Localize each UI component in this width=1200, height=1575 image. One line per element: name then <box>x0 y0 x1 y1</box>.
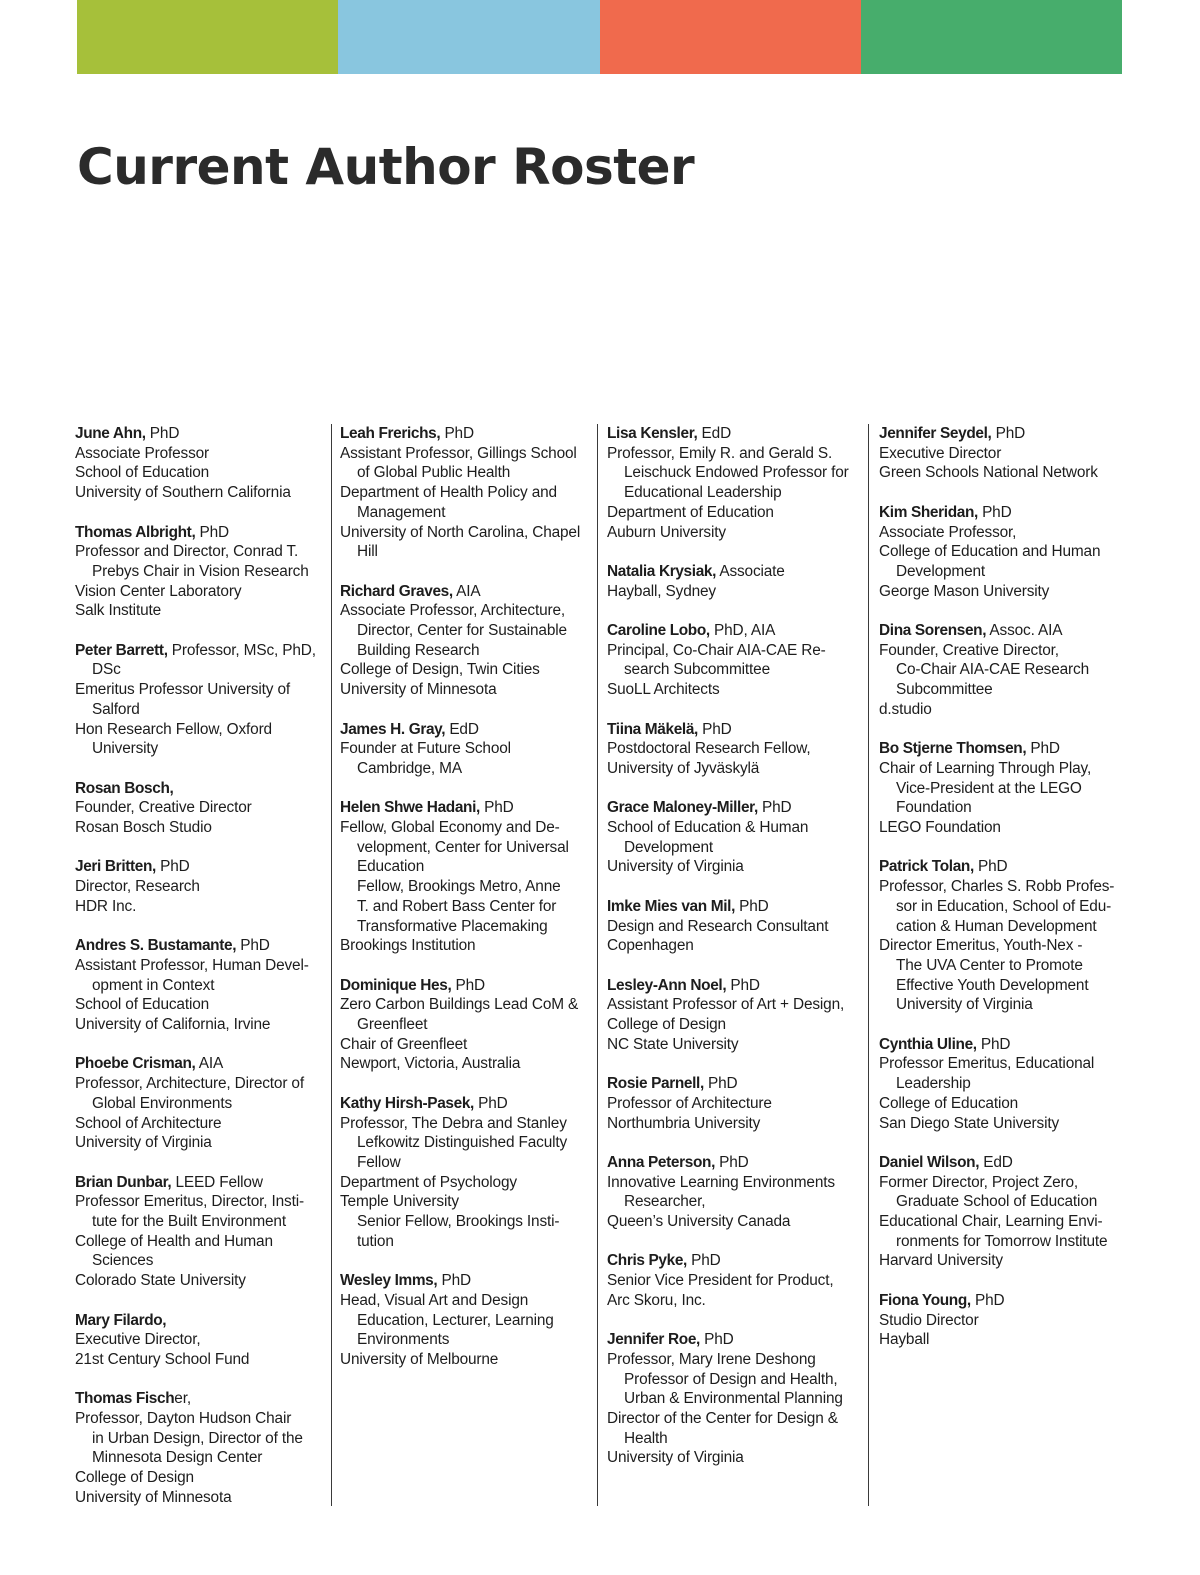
author-affiliation-line: Head, Visual Art and Design <box>340 1291 529 1309</box>
author-entry <box>75 523 331 622</box>
author-affiliation-line: Development <box>624 838 714 856</box>
author-affiliation-line: School of Education & Human <box>607 819 809 836</box>
author-affiliation-line: Vision Center Laboratory <box>75 582 242 600</box>
author-entry <box>879 621 1130 720</box>
author-affiliation-line: Assistant Professor, Gillings School <box>340 444 577 462</box>
author-affiliation-line: Professor Emeritus, Educational <box>879 1055 1095 1073</box>
author-name-line <box>879 1035 1130 1055</box>
author-affiliation-line: Queen’s University Canada <box>607 1213 791 1230</box>
author-affiliation-line: Lefkowitz Distinguished Faculty <box>357 1134 568 1152</box>
author-affiliation-line: Professor, Emily R. and Gerald S. <box>607 444 833 462</box>
author-affiliation-line: Fellow, Global Economy and De- <box>340 819 560 837</box>
author-affiliation-line: Hayball, Sydney <box>607 582 716 600</box>
author-affiliation-line: Executive Director, <box>75 1331 201 1349</box>
author-affiliation-line: Associate Professor, Architecture, <box>340 602 566 620</box>
author-affiliation-line: Co-Chair AIA-CAE Research <box>896 661 1089 679</box>
author-entry <box>879 503 1130 602</box>
author-affiliation-line: Arc Skoru, Inc. <box>607 1291 706 1309</box>
author-affiliation-line: School of Education <box>75 464 210 482</box>
author-entry <box>340 720 597 779</box>
author-affiliation-line: University of Minnesota <box>75 1488 232 1506</box>
author-name-line <box>607 1330 868 1350</box>
author-credentials: PhD <box>155 858 190 876</box>
author-affiliation-line: Green Schools National Network <box>879 464 1098 482</box>
author-name: Thomas Fisch <box>75 1390 175 1408</box>
author-affiliation-line: Cambridge, MA <box>357 759 462 777</box>
author-affiliation-line: Professor, Architecture, Director of <box>75 1075 304 1093</box>
author-affiliation-line: Hayball <box>879 1331 930 1349</box>
author-credentials: AIA <box>452 582 481 600</box>
author-entry <box>879 424 1130 483</box>
author-affiliation-line: College of Health and Human <box>75 1232 273 1250</box>
author-credentials: PhD <box>687 1252 721 1270</box>
author-affiliation-line: Department of Education <box>607 503 774 521</box>
author-affiliation-line: Foundation <box>896 799 972 817</box>
author-name-line <box>607 1251 868 1271</box>
author-credentials: PhD <box>973 858 1008 876</box>
author-affiliation-line: Fellow, Brookings Metro, Anne <box>357 878 561 896</box>
author-affiliation-line: Associate Professor, <box>879 523 1017 541</box>
author-affiliation-line: Professor, The Debra and Stanley <box>340 1114 567 1132</box>
author-name: Grace Maloney-Miller, <box>607 799 758 817</box>
author-affiliation-line: Senior Vice President for Product, <box>607 1272 834 1290</box>
author-affiliation-line: University of Virginia <box>75 1134 212 1152</box>
author-name-line <box>75 1173 331 1193</box>
author-name: James H. Gray, <box>340 720 446 738</box>
author-name: Daniel Wilson, <box>879 1153 980 1171</box>
author-name-line <box>607 798 868 818</box>
author-affiliation-line: University of Minnesota <box>340 681 497 699</box>
author-name-line <box>75 936 331 956</box>
author-affiliation-line: Founder, Creative Director, <box>879 641 1059 659</box>
author-affiliation-line: Hill <box>357 543 378 561</box>
author-name: Fiona Young, <box>879 1291 971 1309</box>
author-entry <box>879 1035 1130 1134</box>
roster-column-4 <box>868 424 1130 1506</box>
color-block-blue <box>338 0 599 74</box>
author-name-line <box>879 1291 1130 1311</box>
author-affiliation-line: velopment, Center for Universal <box>357 838 569 856</box>
author-affiliation-line: HDR Inc. <box>75 897 137 915</box>
author-affiliation-line: University of Jyväskylä <box>607 759 760 777</box>
author-affiliation-line: tution <box>357 1232 394 1250</box>
author-affiliation-line: Vice-President at the LEGO <box>896 779 1082 797</box>
author-credentials: PhD <box>440 425 474 442</box>
author-entry <box>340 1271 597 1370</box>
author-name: Cynthia Uline, <box>879 1035 977 1053</box>
author-affiliation-line: Founder, Creative Director <box>75 799 252 817</box>
author-affiliation-line: The UVA Center to Promote <box>896 956 1083 974</box>
author-affiliation-line: Department of Psychology <box>340 1173 517 1191</box>
author-affiliation-line: Global Environments <box>92 1094 233 1112</box>
author-affiliation-line: LEGO Foundation <box>879 819 1001 837</box>
author-affiliation-line: College of Education and Human <box>879 543 1101 561</box>
author-entry <box>607 1074 868 1133</box>
author-affiliation-line: University of Melbourne <box>340 1350 499 1368</box>
author-affiliation-line: Subcommittee <box>896 681 993 699</box>
author-entry <box>879 739 1130 838</box>
author-affiliation-line: Director of the Center for Design & <box>607 1410 838 1427</box>
author-affiliation-line: University <box>92 740 159 758</box>
author-name-line <box>340 1271 597 1291</box>
author-affiliation-line: Salford <box>92 700 140 718</box>
author-affiliation-line: Innovative Learning Environments <box>607 1173 835 1191</box>
author-affiliation-line: College of Design <box>607 1016 726 1033</box>
author-affiliation-line: University of North Carolina, Chapel <box>340 523 581 541</box>
author-name-line <box>75 523 331 543</box>
author-affiliation-line: Leadership <box>896 1075 971 1093</box>
author-name-line <box>75 779 331 799</box>
author-name: Tiina Mäkelä, <box>607 720 698 738</box>
header-color-bar <box>77 0 1122 74</box>
author-credentials: PhD <box>970 1291 1005 1309</box>
author-affiliation-line: University of Southern California <box>75 484 291 502</box>
author-credentials: AIA <box>195 1055 224 1073</box>
color-block-teal <box>861 0 1122 74</box>
author-name: Peter Barrett, <box>75 641 168 659</box>
author-affiliation-line: College of Design <box>75 1469 194 1487</box>
author-affiliation-line: Postdoctoral Research Fellow, <box>607 740 811 758</box>
author-name-line <box>340 976 597 996</box>
author-affiliation-line: Design and Research Consultant <box>607 917 829 935</box>
author-affiliation-line: Professor, Mary Irene Deshong <box>607 1350 816 1368</box>
author-credentials: PhD <box>757 799 792 817</box>
author-entry <box>607 1153 868 1232</box>
author-affiliation-line: 21st Century School Fund <box>75 1350 250 1368</box>
author-entry <box>75 779 331 838</box>
author-name: Phoebe Crisman, <box>75 1055 196 1073</box>
author-name-line <box>607 424 868 444</box>
author-name-line <box>879 424 1130 444</box>
author-name-line <box>75 1054 331 1074</box>
author-entry <box>607 720 868 779</box>
author-affiliation-line: Assistant Professor, Human Devel- <box>75 956 309 974</box>
author-affiliation-line: tute for the Built Environment <box>92 1213 286 1231</box>
author-name: Andres S. Bustamante, <box>75 937 237 955</box>
author-affiliation-line: Professor of Architecture <box>607 1094 772 1112</box>
author-affiliation-line: Emeritus Professor University of <box>75 681 291 699</box>
author-entry <box>879 1153 1130 1271</box>
author-affiliation-line: sor in Education, School of Edu- <box>896 897 1112 915</box>
author-name-line <box>340 720 597 740</box>
author-entry <box>75 424 331 503</box>
author-affiliation-line: Associate Professor <box>75 444 210 462</box>
author-credentials: PhD, AIA <box>709 622 776 639</box>
author-credentials: PhD <box>726 976 760 994</box>
author-name: Patrick Tolan, <box>879 858 974 876</box>
roster-column-2 <box>331 424 597 1506</box>
author-affiliation-line: Newport, Victoria, Australia <box>340 1055 521 1073</box>
author-affiliation-line: Education, Lecturer, Learning <box>357 1311 554 1329</box>
author-credentials: PhD <box>976 1035 1011 1053</box>
color-block-orange <box>600 0 861 74</box>
author-name-line <box>607 621 868 641</box>
author-name-line <box>75 1311 331 1331</box>
author-affiliation-line: Management <box>357 503 446 521</box>
author-name-line <box>879 621 1130 641</box>
author-affiliation-line: Researcher, <box>624 1193 706 1211</box>
author-affiliation-line: Director, Center for Sustainable <box>357 622 567 640</box>
author-name-line <box>607 562 868 582</box>
author-credentials: PhD <box>735 897 769 915</box>
author-name: Helen Shwe Hadani, <box>340 799 480 817</box>
author-affiliation-line: Building Research <box>357 641 480 659</box>
author-affiliation-line: School of Architecture <box>75 1114 222 1132</box>
author-affiliation-line: University of California, Irvine <box>75 1016 271 1034</box>
author-entry <box>607 1251 868 1310</box>
author-affiliation-line: in Urban Design, Director of the <box>92 1429 303 1447</box>
author-affiliation-line: Studio Director <box>879 1311 979 1329</box>
author-name: Imke Mies van Mil, <box>607 897 735 915</box>
author-affiliation-line: Chair of Greenfleet <box>340 1035 468 1053</box>
author-affiliation-line: Development <box>896 562 986 580</box>
author-name-line <box>607 1153 868 1173</box>
author-entry <box>607 897 868 956</box>
author-affiliation-line: T. and Robert Bass Center for <box>357 897 557 915</box>
author-name: Thomas Albright, <box>75 523 196 541</box>
author-credentials: EdD <box>697 425 732 442</box>
author-entry <box>607 798 868 877</box>
author-name: Jennifer Roe, <box>607 1331 700 1349</box>
author-credentials: Associate <box>716 562 785 580</box>
author-affiliation-line: Leischuck Endowed Professor for <box>624 464 849 482</box>
author-entry <box>340 798 597 956</box>
author-credentials: PhD <box>479 799 514 817</box>
author-credentials: PhD <box>451 976 486 994</box>
author-name-line <box>607 897 868 917</box>
author-name-line <box>879 857 1130 877</box>
author-entry <box>340 582 597 700</box>
author-name: Natalia Krysiak, <box>607 562 717 580</box>
author-affiliation-line: Minnesota Design Center <box>92 1449 263 1467</box>
author-name-line <box>879 503 1130 523</box>
author-affiliation-line: School of Education <box>75 996 210 1014</box>
author-affiliation-line: d.studio <box>879 700 932 718</box>
author-affiliation-line: Educational Chair, Learning Envi- <box>879 1213 1103 1231</box>
author-name: Lesley-Ann Noel, <box>607 976 727 994</box>
author-name: Richard Graves, <box>340 582 453 600</box>
author-name-line <box>340 798 597 818</box>
author-name: Lisa Kensler, <box>607 425 698 442</box>
author-entry <box>340 976 597 1075</box>
author-name: Anna Peterson, <box>607 1153 715 1171</box>
author-name-line <box>607 1074 868 1094</box>
author-credentials: PhD <box>699 1331 734 1349</box>
page-title: Current Author Roster <box>77 138 695 196</box>
author-affiliation-line: Temple University <box>340 1193 459 1211</box>
author-affiliation-line: of Global Public Health <box>357 464 511 482</box>
author-name: Kim Sheridan, <box>879 503 978 521</box>
author-credentials: PhD <box>195 523 229 541</box>
author-affiliation-line: Education <box>357 858 425 876</box>
author-name: Wesley Imms, <box>340 1272 438 1290</box>
author-entry <box>340 424 597 562</box>
author-credentials-cont: DSc <box>92 661 121 679</box>
author-entry <box>75 936 331 1035</box>
author-name-line <box>75 424 331 444</box>
author-affiliation-line: Professor Emeritus, Director, Insti- <box>75 1193 304 1211</box>
author-affiliation-line: Professor, Charles S. Robb Profes- <box>879 878 1115 896</box>
author-name: Dominique Hes, <box>340 976 452 994</box>
author-affiliation-line: opment in Context <box>92 976 215 994</box>
author-name: Brian Dunbar, <box>75 1173 172 1191</box>
author-credentials: PhD <box>977 503 1012 521</box>
author-name-line <box>75 1389 331 1409</box>
author-name: Kathy Hirsh-Pasek, <box>340 1094 474 1112</box>
author-affiliation-line: Auburn University <box>607 523 726 541</box>
author-entry <box>340 1094 597 1252</box>
author-affiliation-line: University of Virginia <box>607 858 744 876</box>
author-affiliation-line: NC State University <box>607 1035 739 1053</box>
author-affiliation-line: San Diego State University <box>879 1114 1060 1132</box>
author-affiliation-line: Salk Institute <box>75 602 162 620</box>
author-entry <box>607 1330 868 1468</box>
author-entry <box>607 621 868 700</box>
author-credentials: PhD <box>715 1153 749 1171</box>
author-name: Caroline Lobo, <box>607 622 710 639</box>
author-affiliation-line: Health <box>624 1429 668 1447</box>
author-entry <box>75 641 331 759</box>
author-affiliation-line: Director Emeritus, Youth-Nex - <box>879 937 1083 955</box>
author-affiliation-line: ronments for Tomorrow Institute <box>896 1232 1108 1250</box>
author-credentials: EdD <box>445 720 479 738</box>
author-affiliation-line: University of Virginia <box>607 1449 744 1467</box>
author-affiliation-line: George Mason University <box>879 582 1050 600</box>
author-credentials: PhD <box>697 720 732 738</box>
author-affiliation-line: Copenhagen <box>607 937 694 955</box>
author-name-line <box>340 1094 597 1114</box>
author-entry <box>75 1389 331 1507</box>
author-name: Dina Sorensen, <box>879 622 987 639</box>
author-affiliation-line: SuoLL Architects <box>607 681 720 699</box>
author-name-line <box>607 976 868 996</box>
author-roster <box>0 424 1200 1524</box>
author-entry <box>75 1311 331 1370</box>
author-credentials: PhD <box>236 937 270 955</box>
author-credentials: PhD <box>437 1272 471 1290</box>
author-name: Jeri Britten, <box>75 858 156 876</box>
author-affiliation-line: Department of Health Policy and <box>340 484 557 502</box>
author-affiliation-line: Fellow <box>357 1153 401 1171</box>
author-entry <box>879 857 1130 1015</box>
author-affiliation-line: Zero Carbon Buildings Lead CoM & <box>340 996 579 1014</box>
author-name-line <box>75 641 331 661</box>
author-name-line <box>607 720 868 740</box>
author-name: Rosan Bosch, <box>75 779 174 797</box>
author-entry <box>75 857 331 916</box>
author-entry <box>607 424 868 542</box>
author-affiliation-line: College of Design, Twin Cities <box>340 661 540 679</box>
author-name-line <box>879 1153 1130 1173</box>
author-entry <box>75 1173 331 1291</box>
author-name-line <box>340 424 597 444</box>
author-affiliation-line: University of Virginia <box>896 996 1033 1014</box>
author-affiliation-line: Northumbria University <box>607 1114 761 1132</box>
author-credentials: PhD <box>703 1075 738 1093</box>
author-affiliation-line: Transformative Placemaking <box>357 917 548 935</box>
author-name: Bo Stjerne Thomsen, <box>879 740 1027 758</box>
author-affiliation-line: Harvard University <box>879 1252 1003 1270</box>
author-affiliation-line: Professor of Design and Health, <box>624 1370 838 1388</box>
author-name: June Ahn, <box>75 425 146 442</box>
author-entry <box>607 976 868 1055</box>
author-affiliation-line: Professor and Director, Conrad T. <box>75 543 299 561</box>
author-name-line <box>879 739 1130 759</box>
author-affiliation-line: Executive Director <box>879 444 1002 462</box>
author-affiliation-line: Colorado State University <box>75 1272 246 1290</box>
author-affiliation-line: College of Education <box>879 1094 1019 1112</box>
author-credentials: LEED Fellow <box>171 1173 263 1191</box>
author-credentials: er, <box>174 1390 191 1408</box>
author-affiliation-line: cation & Human Development <box>896 917 1097 935</box>
author-name: Mary Filardo, <box>75 1311 167 1329</box>
author-credentials: PhD <box>473 1094 508 1112</box>
author-name: Chris Pyke, <box>607 1252 687 1270</box>
roster-column-3 <box>597 424 868 1506</box>
author-affiliation-line: Former Director, Project Zero, <box>879 1173 1079 1191</box>
author-affiliation-line: Hon Research Fellow, Oxford <box>75 720 272 738</box>
author-affiliation-line: Sciences <box>92 1252 154 1270</box>
author-affiliation-line: Senior Fellow, Brookings Insti- <box>357 1213 560 1231</box>
author-entry <box>879 1291 1130 1350</box>
author-affiliation-line: Educational Leadership <box>624 484 782 502</box>
author-affiliation-line: search Subcommittee <box>624 661 770 679</box>
author-affiliation-line: Director, Research <box>75 878 200 896</box>
author-affiliation-line: Effective Youth Development <box>896 976 1089 994</box>
author-credentials: PhD <box>991 425 1026 442</box>
author-affiliation-line: Founder at Future School <box>340 740 511 758</box>
color-block-green <box>77 0 338 74</box>
author-credentials: PhD <box>145 425 180 442</box>
author-name-line <box>340 582 597 602</box>
author-affiliation-line: Chair of Learning Through Play, <box>879 759 1092 777</box>
roster-column-1 <box>75 424 331 1506</box>
author-credentials: PhD <box>1026 740 1060 758</box>
author-affiliation-line: Professor, Dayton Hudson Chair <box>75 1410 292 1428</box>
author-affiliation-line: Urban & Environmental Planning <box>624 1390 843 1408</box>
author-affiliation-line: Assistant Professor of Art + Design, <box>607 996 845 1014</box>
author-affiliation-line: Greenfleet <box>357 1016 428 1034</box>
author-affiliation-line: Graduate School of Education <box>896 1193 1098 1211</box>
author-credentials: EdD <box>979 1153 1013 1171</box>
author-credentials: Assoc. AIA <box>986 622 1063 639</box>
author-affiliation-line: Rosan Bosch Studio <box>75 819 212 837</box>
author-entry <box>607 562 868 601</box>
author-affiliation-line: Prebys Chair in Vision Research <box>92 562 309 580</box>
author-entry <box>75 1054 331 1153</box>
author-affiliation-line: Brookings Institution <box>340 937 476 955</box>
author-affiliation-line: Environments <box>357 1331 450 1349</box>
author-name: Rosie Parnell, <box>607 1075 704 1093</box>
author-credentials: Professor, MSc, PhD, <box>167 641 316 659</box>
author-affiliation-line: Principal, Co-Chair AIA-CAE Re- <box>607 641 826 659</box>
author-name-line <box>75 857 331 877</box>
author-name: Jennifer Seydel, <box>879 425 992 442</box>
author-name: Leah Frerichs, <box>340 425 441 442</box>
